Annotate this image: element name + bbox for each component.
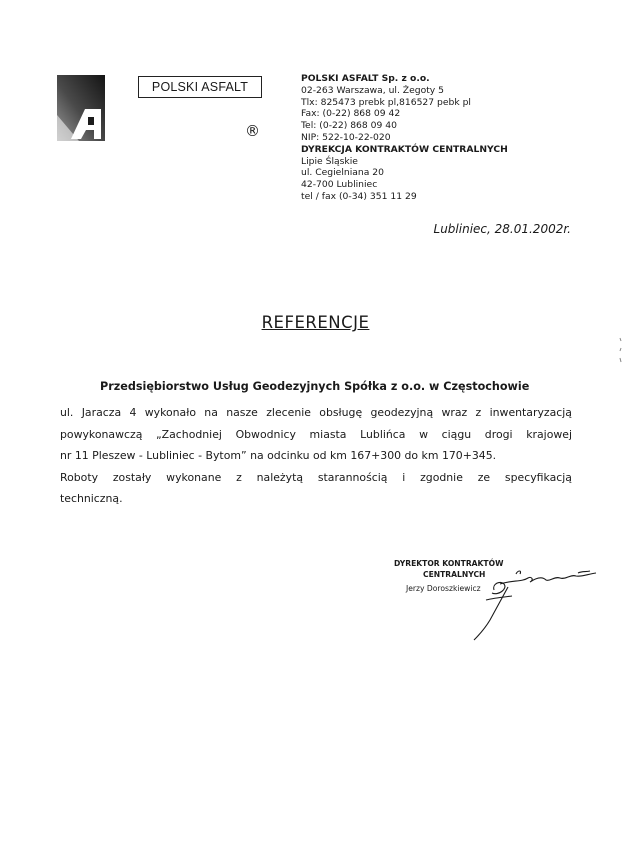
polski-asfalt-logo-icon: [57, 75, 105, 141]
header-address: 02-263 Warszawa, ul. Żegoty 5: [301, 84, 445, 96]
signatory-title-line2: CENTRALNYCH: [423, 570, 486, 579]
header-telex: Tlx: 825473 prebk pl,816527 pebk pl: [301, 96, 471, 108]
registered-trademark-icon: ®: [245, 122, 260, 140]
margin-marks-icon: [618, 336, 624, 366]
body-line-text: nr 11 Pleszew - Lubliniec - Bytom” na odcinku od km 167+300 do km 170+345.: [60, 449, 497, 463]
header-division-street: ul. Cegielniana 20: [301, 167, 384, 179]
body-line-text: techniczną.: [60, 492, 123, 506]
header-company-name: POLSKI ASFALT Sp. z o.o.: [301, 73, 430, 84]
body-line-text: powykonawczą „Zachodniej Obwodnicy miasta Lublińca w ciągu drogi krajowej: [60, 427, 572, 441]
header-nip: NIP: 522-10-22-020: [301, 131, 391, 143]
header-division: DYREKCJA KONTRAKTÓW CENTRALNYCH: [301, 143, 508, 155]
header-division-postal: 42-700 Lubliniec: [301, 179, 378, 191]
header-division-city: Lipie Śląskie: [301, 155, 358, 167]
body-line-text: Roboty zostały wykonane z należytą starannością i zgodnie ze specyfikacją: [60, 470, 572, 484]
header-tel: Tel: (0-22) 868 09 40: [301, 120, 397, 132]
body-line: [60, 445, 572, 467]
company-name: Przedsiębiorstwo Usług Geodezyjnych Spółka z o.o. w Częstochowie: [100, 380, 530, 393]
signatory-title-line1: DYREKTOR KONTRAKTÓW: [394, 559, 504, 568]
body-line: [60, 467, 572, 489]
brand-name-box: POLSKI ASFALT: [138, 76, 262, 98]
header-fax: Fax: (0-22) 868 09 42: [301, 108, 401, 120]
letter-date: Lubliniec, 28.01.2002r.: [433, 222, 571, 236]
header-division-phone: tel / fax (0-34) 351 11 29: [301, 190, 417, 202]
signatory-name: Jerzy Doroszkiewicz: [406, 584, 481, 593]
letter-body: [60, 402, 572, 510]
body-line: [60, 402, 572, 424]
body-line: [60, 488, 572, 510]
page-title: REFERENCJE: [261, 313, 370, 332]
company-header-info: [301, 73, 508, 203]
body-line: [60, 424, 572, 446]
body-line-text: ul. Jaracza 4 wykonało na nasze zlecenie obsługę geodezyjną wraz z inwentaryzacją: [60, 406, 572, 419]
handwritten-signature-icon: [450, 560, 610, 645]
